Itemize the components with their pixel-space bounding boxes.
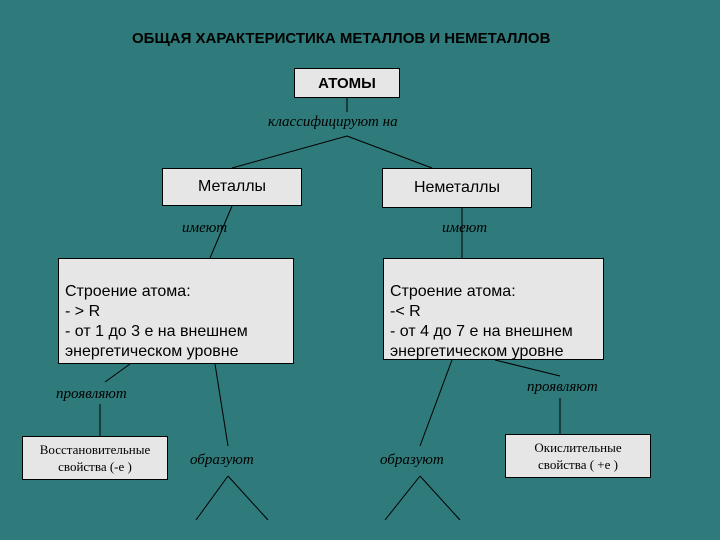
edge-label-metals-have: имеют: [182, 220, 228, 236]
nonmetals-box: [382, 168, 532, 208]
edge-label-nonmetals-show: проявляют: [527, 379, 598, 395]
nonmetals-structure-box: [383, 258, 604, 360]
line-nonmetal-forms-right: [420, 476, 460, 520]
line-nonmetal-forms-left: [385, 476, 420, 520]
metals-structure-text: Строение атома: - > R - от 1 до 3 е на внешнем энергетическом уровне: [65, 283, 248, 360]
line-metal-structure-to-shows: [105, 364, 130, 382]
line-root-to-nonmetals: [347, 136, 432, 168]
nonmetals-property-box: [505, 434, 651, 478]
metals-structure-box: [58, 258, 294, 364]
edge-label-classify: классифицируют на: [268, 114, 398, 130]
page-title: ОБЩАЯ ХАРАКТЕРИСТИКА МЕТАЛЛОВ И НЕМЕТАЛЛОВ: [132, 30, 551, 47]
edge-label-metals-show: проявляют: [56, 386, 127, 402]
line-root-to-metals: [232, 136, 347, 168]
line-metal-structure-to-forms: [215, 364, 228, 446]
line-metal-forms-right: [228, 476, 268, 520]
nonmetals-property-text: Окислительные свойства ( +е ): [534, 440, 622, 472]
edge-label-nonmetals-form: образуют: [380, 452, 444, 468]
metals-property-text: Восстановительные свойства (-е ): [39, 442, 151, 474]
line-nonmetal-structure-to-shows: [495, 360, 560, 376]
root-atoms-box: [294, 68, 400, 98]
nonmetals-label: Неметаллы: [413, 179, 501, 196]
metals-property-box: [22, 436, 168, 480]
metals-box: [162, 168, 302, 206]
metals-label: Металлы: [197, 178, 267, 195]
root-atoms-label: АТОМЫ: [318, 74, 376, 92]
line-metal-forms-left: [196, 476, 228, 520]
line-nonmetal-structure-to-forms: [420, 360, 452, 446]
nonmetals-structure-text: Строение атома: -< R - от 4 до 7 е на внешнем энергетическом уровне: [390, 283, 573, 360]
edge-label-metals-form: образуют: [190, 452, 254, 468]
edge-label-nonmetals-have: имеют: [442, 220, 488, 236]
